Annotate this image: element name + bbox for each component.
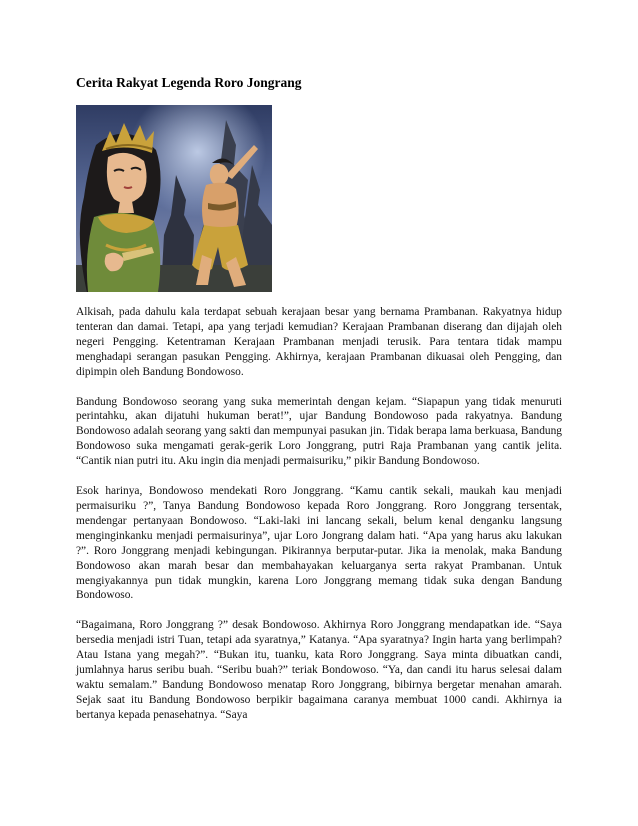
paragraph-3: Esok harinya, Bondowoso mendekati Roro Jonggrang. “Kamu cantik sekali, maukah kau menjadi permaisuriku ?”, Tanya Bandung Bondowoso kepada Roro Jonggrang. Roro Jonggrang tersentak, mendengar pertanyaan Bondowoso. “Laki-laki ini lancang sekali, belum kenal denganku langsung menginginkanku menjadi permaisurinya”, ujar Loro Jongrang dalam hati. “Apa yang harus aku lakukan ?”. Roro Jonggrang menjadi kebingungan. Pikirannya berputar-putar. Jika ia menolak, maka Bandung Bondowoso akan marah besar dan membahayakan keluarganya serta rakyat Prambanan. Untuk mengiyakannya pun tidak mungkin, karena Loro Jonggrang memang tidak suka dengan Bandung Bondowoso.: [76, 485, 562, 602]
document-title: Cerita Rakyat Legenda Roro Jongrang: [76, 75, 302, 90]
paragraph-4: “Bagaimana, Roro Jonggrang ?” desak Bondowoso. Akhirnya Roro Jonggrang mendapatkan ide. “Saya bersedia menjadi istri Tuan, tetapi ada syaratnya,” Katanya. “Apa syaratnya? Ingin harta yang berlimpah? Atau Istana yang megah?”. “Bukan itu, tuanku, kata Roro Jonggrang. Saya minta dibuatkan candi, jumlahnya harus seribu buah. “Seribu buah?” teriak Bondowoso. “Ya, dan candi itu harus selesai dalam waktu semalam.” Bandung Bondowoso menatap Roro Jonggrang, bibirnya bergetar menahan amarah. Sejak saat itu Bandung Bondowoso berpikir bagaimana caranya membuat 1000 candi. Akhirnya ia bertanya kepada penasehatnya. “Saya: [76, 619, 562, 721]
roro-jonggrang-illustration-icon: [76, 105, 272, 292]
paragraph-2: Bandung Bondowoso seorang yang suka memerintah dengan kejam. “Siapapun yang tidak menuruti perintahku, akan dijatuhi hukuman berat!”, ujar Bandung Bondowoso pada rakyatnya. Bandung Bondowoso adalah seorang yang sakti dan mempunyai pasukan jin. Tidak berapa lama berkuasa, Bandung Bondowoso suka mengamati gerak-gerik Loro Jonggrang, putri Raja Prambanan yang cantik jelita. “Cantik nian putri itu. Aku ingin dia menjadi permaisuriku,” pikir Bandung Bondowoso.: [76, 395, 562, 468]
paragraph-1: Alkisah, pada dahulu kala terdapat sebuah kerajaan besar yang bernama Prambanan. Rakyatnya hidup tenteran dan damai. Tetapi, apa yang terjadi kemudian? Kerajaan Prambanan diserang dan dijajah oleh negeri Pengging. Ketentraman Kerajaan Prambanan menjadi terusik. Para tentara tidak mampu menghadapi serangan pasukan Pengging. Akhirnya, kerajaan Prambanan dikuasai oleh Pengging, dan dipimpin oleh Bandung Bondowoso.: [76, 306, 562, 378]
story-body: [76, 305, 562, 738]
